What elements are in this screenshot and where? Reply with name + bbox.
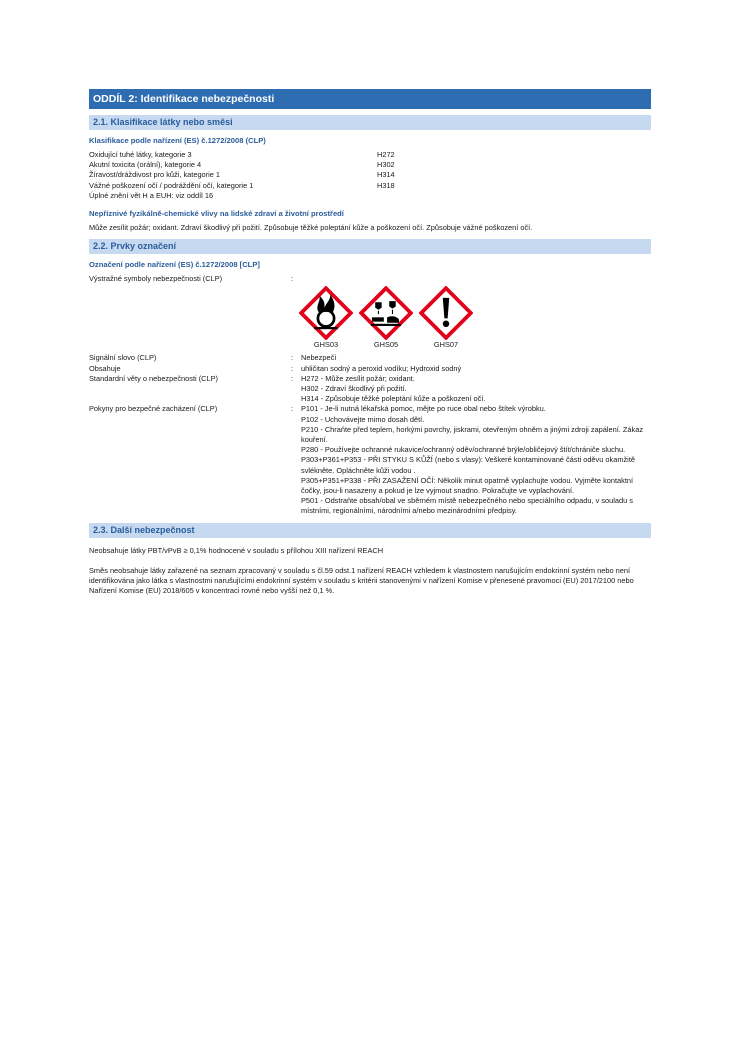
contains-label: Obsahuje xyxy=(89,363,121,373)
subsection-2-1-title: 2.1. Klasifikace látky nebo směsi xyxy=(89,115,651,130)
precautionary-statement: P501 - Odstraňte obsah/obal ve sběrném místě nebezpečného nebo speciálního odpadu, v souladu s místními, regionálními, národními a/nebo mezinárodními předpisy. xyxy=(301,496,633,516)
exclamation-icon xyxy=(419,286,473,340)
colon: : xyxy=(291,373,294,383)
hazard-statements xyxy=(301,374,651,405)
precautionary-statement: P101 - Je-li nutná lékařská pomoc, mějte po ruce obal nebo štítek výrobku. xyxy=(301,404,546,414)
hazard-class: Oxidující tuhé látky, kategorie 3 xyxy=(89,150,192,159)
subsection-2-2-title: 2.2. Prvky označení xyxy=(89,239,651,254)
hazard-class: Úplné znění vět H a EUH: viz oddíl 16 xyxy=(89,190,214,200)
hazard-statement: H272 - Může zesílit požár; oxidant. xyxy=(301,373,415,383)
classification-row xyxy=(89,191,651,201)
ghs-pictogram xyxy=(299,286,353,349)
signal-word-row xyxy=(89,353,651,363)
ghs-pictogram xyxy=(419,286,473,349)
signal-word-label: Signální slovo (CLP) xyxy=(89,353,157,363)
hazard-class: Vážné poškození očí / podráždění očí, kategorie 1 xyxy=(89,180,254,190)
ghs-pictogram xyxy=(359,286,413,349)
contains-row xyxy=(89,364,651,374)
flame-over-circle-icon xyxy=(299,286,353,340)
colon: : xyxy=(291,274,294,284)
ghs-pictograms xyxy=(299,286,651,349)
ghs-code: GHS07 xyxy=(433,340,459,350)
adverse-effects-label: Nepříznivé fyzikálně-chemické vlivy na lidské zdraví a životní prostředí xyxy=(89,209,344,219)
hazard-statements-row xyxy=(89,374,651,405)
contains-value: uhličitan sodný a peroxid vodíku; Hydroxid sodný xyxy=(301,363,462,373)
hazard-code: H302 xyxy=(377,160,395,170)
precautionary-statement: P102 - Uchovávejte mimo dosah dětí. xyxy=(301,414,425,424)
hazard-class: Žíravost/dráždivost pro kůži, kategorie 1 xyxy=(89,170,221,180)
endocrine-statement: Směs neobsahuje látky zařazené na seznam zpracovaný v souladu s čl.59 odst.1 nařízení REACH vzhledem k vlastnostem narušujícím endokrinní systém nebo není identifikována jako látka s vlastnostmi narušujícími endokrinní systém v souladu s kritérii stanovenými v nařízení Komise v přenesené pravomoci (EU) 2017/2100 nebo Nařízení Komise (EU) 2018/605 v koncentraci rovné nebo vyšší než 0,1 %. xyxy=(89,565,634,596)
symbols-row xyxy=(89,274,651,284)
hazard-code: H318 xyxy=(377,180,395,190)
precautionary-statement: P305+P351+P338 - PŘI ZASAŽENÍ OČÍ: Několik minut opatrně vyplachujte vodou. Vyjměte kontaktní čočky, jsou-li nasazeny a pokud je lze vyjmout snadno. Pokračujte ve vyplachování. xyxy=(301,475,634,496)
classification-table xyxy=(89,150,651,201)
classification-row xyxy=(89,181,651,191)
classification-row xyxy=(89,170,651,180)
colon: : xyxy=(291,353,294,363)
precautionary-statement: P303+P361+P353 - PŘI STYKU S KŮŽÍ (nebo s vlasy): Veškeré kontaminované části oděvu okamžitě svlékněte. Opláchněte kůži vodou . xyxy=(301,455,635,475)
signal-word-value: Nebezpečí xyxy=(301,353,337,363)
classification-row xyxy=(89,160,651,170)
precautionary-statements-row xyxy=(89,404,651,516)
clp-label-heading: Označení podle nařízení (ES) č.1272/2008 [CLP] xyxy=(89,260,260,270)
hazard-code: H272 xyxy=(377,150,395,159)
precautionary-statement: P210 - Chraňte před teplem, horkými povrchy, jiskrami, otevřeným ohněm a jinými zdroji zapálení. Zákaz kouření. xyxy=(301,424,644,445)
hazard-class: Akutní toxicita (orální), kategorie 4 xyxy=(89,160,202,170)
colon: : xyxy=(291,404,294,414)
symbols-label: Výstražné symboly nebezpečnosti (CLP) xyxy=(89,274,223,284)
section-title: ODDÍL 2: Identifikace nebezpečnosti xyxy=(89,89,651,109)
precautionary-statements xyxy=(301,404,651,516)
ghs-code: GHS05 xyxy=(373,340,399,350)
subsection-2-3-title: 2.3. Další nebezpečnost xyxy=(89,523,651,538)
colon: : xyxy=(291,363,294,373)
precautionary-statement: P280 - Používejte ochranné rukavice/ochranný oděv/ochranné brýle/obličejový štít/chrániče sluchu. xyxy=(301,445,626,455)
adverse-effects-text: Může zesílit požár; oxidant. Zdraví škodlivý při požití. Způsobuje těžké poleptání kůže a poškození očí. Způsobuje vážné poškození očí. xyxy=(89,223,533,233)
precautionary-statements-label: Pokyny pro bezpečné zacházení (CLP) xyxy=(89,404,218,414)
corrosion-icon xyxy=(359,286,413,340)
sds-page xyxy=(89,89,651,596)
hazard-code xyxy=(377,191,651,201)
hazard-statements-label: Standardní věty o nebezpečnosti (CLP) xyxy=(89,373,219,383)
ghs-code: GHS03 xyxy=(313,340,339,350)
hazard-code: H314 xyxy=(377,170,395,180)
hazard-statement: H314 - Způsobuje těžké poleptání kůže a poškození očí. xyxy=(301,394,486,404)
clp-classification-label: Klasifikace podle nařízení (ES) č.1272/2008 (CLP) xyxy=(89,136,266,145)
pbt-statement: Neobsahuje látky PBT/vPvB ≥ 0,1% hodnocené v souladu s přílohou XIII nařízení REACH xyxy=(89,545,384,555)
classification-row xyxy=(89,150,651,160)
hazard-statement: H302 - Zdraví škodlivý při požití. xyxy=(301,384,407,394)
